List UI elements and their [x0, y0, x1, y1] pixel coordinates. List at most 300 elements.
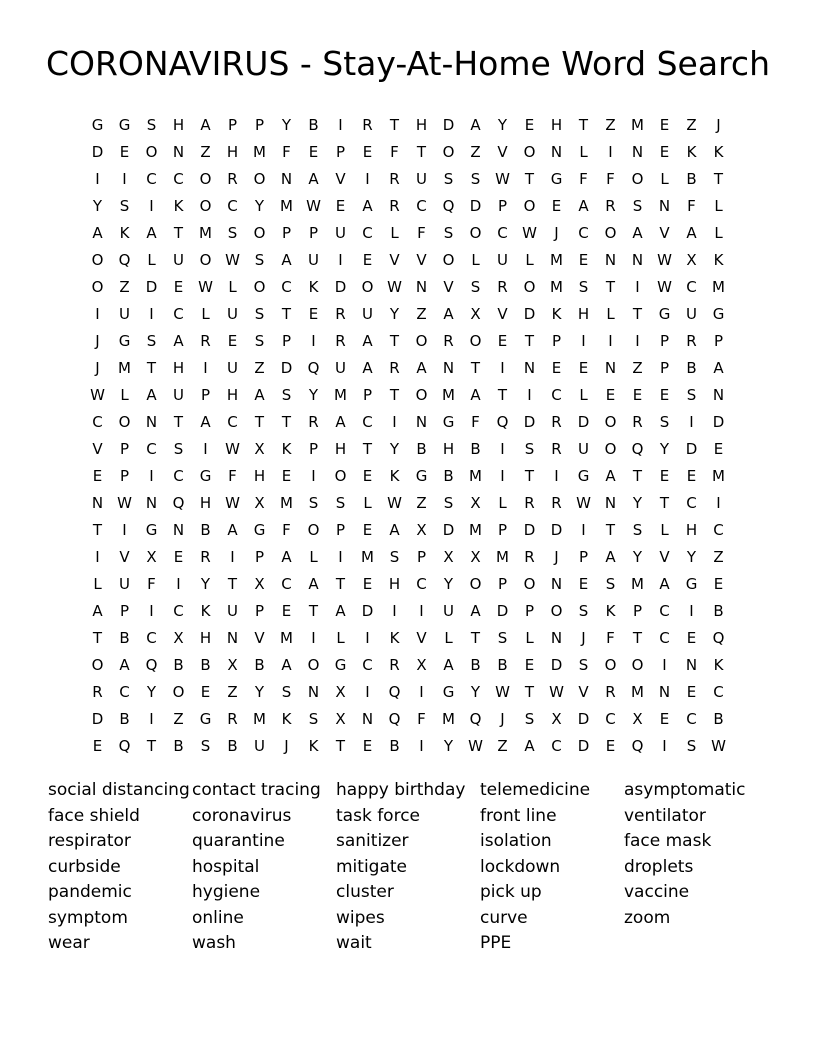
grid-letter[interactable]: M: [118, 359, 131, 377]
grid-letter[interactable]: D: [91, 143, 104, 161]
grid-letter[interactable]: N: [280, 170, 293, 188]
grid-letter[interactable]: I: [500, 467, 505, 485]
grid-letter[interactable]: S: [632, 521, 643, 539]
grid-letter[interactable]: D: [685, 440, 698, 458]
grid-letter[interactable]: Z: [470, 143, 481, 161]
grid-letter[interactable]: C: [659, 602, 670, 620]
grid-letter[interactable]: L: [336, 629, 345, 647]
grid-letter[interactable]: L: [525, 251, 534, 269]
grid-letter[interactable]: T: [335, 737, 346, 755]
grid-letter[interactable]: D: [280, 359, 293, 377]
grid-letter[interactable]: P: [200, 386, 211, 404]
grid-letter[interactable]: Y: [281, 116, 292, 134]
grid-letter[interactable]: O: [604, 656, 617, 674]
grid-letter[interactable]: X: [146, 548, 157, 566]
grid-letter[interactable]: T: [659, 494, 670, 512]
grid-letter[interactable]: A: [92, 224, 103, 242]
grid-letter[interactable]: I: [338, 116, 343, 134]
grid-letter[interactable]: K: [200, 602, 211, 620]
grid-letter[interactable]: T: [146, 359, 157, 377]
grid-letter[interactable]: L: [498, 494, 507, 512]
grid-letter[interactable]: A: [362, 197, 373, 215]
grid-letter[interactable]: I: [95, 305, 100, 323]
grid-letter[interactable]: D: [91, 710, 104, 728]
grid-letter[interactable]: B: [443, 467, 454, 485]
grid-letter[interactable]: E: [281, 467, 292, 485]
grid-letter[interactable]: H: [685, 521, 698, 539]
grid-letter[interactable]: I: [365, 683, 370, 701]
grid-letter[interactable]: N: [550, 629, 563, 647]
grid-letter[interactable]: N: [145, 494, 158, 512]
grid-letter[interactable]: O: [307, 656, 320, 674]
grid-letter[interactable]: I: [392, 413, 397, 431]
grid-letter[interactable]: B: [200, 656, 211, 674]
grid-letter[interactable]: Q: [388, 710, 401, 728]
grid-letter[interactable]: Y: [659, 440, 670, 458]
grid-letter[interactable]: R: [227, 170, 238, 188]
grid-letter[interactable]: C: [686, 278, 697, 296]
grid-letter[interactable]: J: [716, 116, 721, 134]
grid-letter[interactable]: A: [227, 521, 238, 539]
grid-letter[interactable]: V: [92, 440, 103, 458]
grid-letter[interactable]: S: [497, 629, 508, 647]
grid-letter[interactable]: S: [578, 602, 589, 620]
grid-letter[interactable]: H: [226, 386, 239, 404]
grid-letter[interactable]: S: [578, 656, 589, 674]
grid-letter[interactable]: I: [500, 359, 505, 377]
grid-letter[interactable]: G: [577, 467, 590, 485]
grid-letter[interactable]: U: [254, 737, 265, 755]
grid-letter[interactable]: Y: [443, 737, 454, 755]
grid-letter[interactable]: V: [335, 170, 346, 188]
grid-letter[interactable]: I: [149, 602, 154, 620]
grid-letter[interactable]: Q: [631, 440, 644, 458]
grid-letter[interactable]: K: [713, 251, 724, 269]
grid-letter[interactable]: C: [659, 629, 670, 647]
grid-letter[interactable]: C: [605, 710, 616, 728]
grid-letter[interactable]: E: [578, 575, 589, 593]
grid-letter[interactable]: U: [308, 251, 319, 269]
grid-letter[interactable]: I: [716, 494, 721, 512]
grid-letter[interactable]: J: [554, 548, 559, 566]
grid-letter[interactable]: Y: [686, 548, 697, 566]
grid-letter[interactable]: B: [470, 440, 481, 458]
grid-letter[interactable]: K: [173, 197, 184, 215]
grid-letter[interactable]: S: [686, 737, 697, 755]
grid-letter[interactable]: B: [713, 710, 724, 728]
grid-letter[interactable]: S: [281, 386, 292, 404]
grid-letter[interactable]: E: [119, 143, 130, 161]
grid-letter[interactable]: Z: [200, 143, 211, 161]
grid-letter[interactable]: D: [577, 413, 590, 431]
grid-letter[interactable]: D: [145, 278, 158, 296]
grid-letter[interactable]: M: [334, 386, 347, 404]
grid-letter[interactable]: T: [362, 440, 373, 458]
grid-letter[interactable]: Q: [388, 683, 401, 701]
grid-letter[interactable]: I: [554, 467, 559, 485]
grid-letter[interactable]: I: [230, 548, 235, 566]
grid-letter[interactable]: M: [631, 575, 644, 593]
grid-letter[interactable]: E: [659, 143, 670, 161]
grid-letter[interactable]: W: [387, 278, 402, 296]
grid-letter[interactable]: O: [631, 656, 644, 674]
grid-letter[interactable]: E: [362, 575, 373, 593]
grid-letter[interactable]: C: [362, 413, 373, 431]
grid-letter[interactable]: R: [335, 332, 346, 350]
grid-letter[interactable]: H: [172, 359, 185, 377]
grid-letter[interactable]: B: [119, 710, 130, 728]
grid-letter[interactable]: T: [605, 521, 616, 539]
grid-letter[interactable]: B: [713, 602, 724, 620]
grid-letter[interactable]: F: [282, 143, 291, 161]
grid-letter[interactable]: H: [388, 575, 401, 593]
grid-letter[interactable]: C: [362, 656, 373, 674]
grid-letter[interactable]: A: [308, 170, 319, 188]
grid-letter[interactable]: S: [254, 251, 265, 269]
grid-letter[interactable]: C: [416, 197, 427, 215]
grid-letter[interactable]: P: [632, 602, 643, 620]
grid-letter[interactable]: A: [146, 386, 157, 404]
grid-letter[interactable]: C: [281, 575, 292, 593]
grid-letter[interactable]: E: [659, 386, 670, 404]
grid-letter[interactable]: U: [227, 359, 238, 377]
grid-letter[interactable]: Y: [632, 548, 643, 566]
grid-letter[interactable]: Y: [470, 683, 481, 701]
grid-letter[interactable]: I: [365, 629, 370, 647]
grid-letter[interactable]: Z: [227, 683, 238, 701]
grid-letter[interactable]: G: [415, 467, 428, 485]
grid-letter[interactable]: R: [524, 548, 535, 566]
grid-letter[interactable]: E: [659, 710, 670, 728]
grid-letter[interactable]: S: [146, 332, 157, 350]
grid-letter[interactable]: P: [524, 602, 535, 620]
grid-letter[interactable]: N: [658, 197, 671, 215]
grid-letter[interactable]: X: [470, 494, 481, 512]
grid-letter[interactable]: B: [686, 359, 697, 377]
grid-letter[interactable]: J: [284, 737, 289, 755]
grid-letter[interactable]: Y: [308, 386, 319, 404]
grid-letter[interactable]: N: [604, 494, 617, 512]
grid-letter[interactable]: M: [631, 683, 644, 701]
grid-letter[interactable]: C: [713, 683, 724, 701]
grid-letter[interactable]: T: [173, 413, 184, 431]
grid-letter[interactable]: R: [497, 278, 508, 296]
grid-letter[interactable]: H: [199, 629, 212, 647]
grid-letter[interactable]: D: [496, 602, 509, 620]
grid-letter[interactable]: T: [632, 629, 643, 647]
grid-letter[interactable]: N: [685, 656, 698, 674]
grid-letter[interactable]: S: [578, 278, 589, 296]
grid-letter[interactable]: L: [201, 305, 210, 323]
grid-letter[interactable]: O: [604, 224, 617, 242]
grid-letter[interactable]: S: [281, 683, 292, 701]
grid-letter[interactable]: R: [605, 683, 616, 701]
grid-letter[interactable]: E: [335, 197, 346, 215]
grid-letter[interactable]: P: [119, 602, 130, 620]
grid-letter[interactable]: P: [578, 548, 589, 566]
grid-letter[interactable]: I: [419, 602, 424, 620]
grid-letter[interactable]: N: [631, 251, 644, 269]
grid-letter[interactable]: G: [712, 305, 725, 323]
grid-letter[interactable]: C: [227, 197, 238, 215]
grid-letter[interactable]: Y: [443, 575, 454, 593]
grid-letter[interactable]: X: [443, 548, 454, 566]
grid-letter[interactable]: E: [308, 143, 319, 161]
grid-letter[interactable]: W: [468, 737, 483, 755]
grid-letter[interactable]: E: [362, 737, 373, 755]
grid-letter[interactable]: S: [173, 440, 184, 458]
grid-letter[interactable]: E: [578, 359, 589, 377]
grid-letter[interactable]: D: [712, 413, 725, 431]
grid-letter[interactable]: O: [253, 278, 266, 296]
grid-letter[interactable]: B: [227, 737, 238, 755]
grid-letter[interactable]: W: [387, 494, 402, 512]
grid-letter[interactable]: M: [469, 467, 482, 485]
grid-letter[interactable]: U: [578, 440, 589, 458]
grid-letter[interactable]: Q: [145, 656, 158, 674]
grid-letter[interactable]: A: [686, 224, 697, 242]
grid-letter[interactable]: O: [199, 251, 212, 269]
grid-letter[interactable]: A: [281, 251, 292, 269]
grid-letter[interactable]: N: [631, 143, 644, 161]
grid-letter[interactable]: T: [632, 467, 643, 485]
grid-letter[interactable]: O: [523, 575, 536, 593]
grid-letter[interactable]: M: [712, 278, 725, 296]
grid-letter[interactable]: P: [362, 386, 373, 404]
grid-letter[interactable]: Y: [389, 305, 400, 323]
grid-letter[interactable]: I: [203, 359, 208, 377]
grid-letter[interactable]: X: [173, 629, 184, 647]
grid-letter[interactable]: O: [253, 224, 266, 242]
grid-letter[interactable]: L: [579, 386, 588, 404]
grid-letter[interactable]: R: [389, 197, 400, 215]
grid-letter[interactable]: T: [389, 116, 400, 134]
grid-letter[interactable]: I: [311, 629, 316, 647]
grid-letter[interactable]: U: [227, 305, 238, 323]
grid-letter[interactable]: T: [605, 278, 616, 296]
grid-letter[interactable]: P: [119, 467, 130, 485]
grid-letter[interactable]: S: [146, 116, 157, 134]
grid-letter[interactable]: Y: [632, 494, 643, 512]
grid-letter[interactable]: E: [686, 629, 697, 647]
grid-letter[interactable]: M: [496, 548, 509, 566]
grid-letter[interactable]: S: [470, 278, 481, 296]
grid-letter[interactable]: R: [389, 359, 400, 377]
grid-letter[interactable]: G: [145, 521, 158, 539]
grid-letter[interactable]: C: [281, 278, 292, 296]
grid-letter[interactable]: J: [95, 332, 100, 350]
grid-letter[interactable]: U: [335, 224, 346, 242]
grid-letter[interactable]: X: [254, 575, 265, 593]
grid-letter[interactable]: S: [524, 710, 535, 728]
grid-letter[interactable]: T: [92, 521, 103, 539]
grid-letter[interactable]: K: [551, 305, 562, 323]
grid-letter[interactable]: S: [470, 170, 481, 188]
grid-letter[interactable]: C: [146, 440, 157, 458]
grid-letter[interactable]: F: [228, 467, 237, 485]
grid-letter[interactable]: W: [225, 251, 240, 269]
grid-letter[interactable]: I: [176, 575, 181, 593]
grid-letter[interactable]: A: [416, 359, 427, 377]
grid-letter[interactable]: O: [253, 170, 266, 188]
grid-letter[interactable]: K: [605, 602, 616, 620]
grid-letter[interactable]: L: [309, 548, 318, 566]
grid-letter[interactable]: S: [443, 494, 454, 512]
grid-letter[interactable]: N: [442, 359, 455, 377]
grid-letter[interactable]: F: [147, 575, 156, 593]
grid-letter[interactable]: E: [92, 467, 103, 485]
grid-letter[interactable]: T: [497, 386, 508, 404]
grid-letter[interactable]: T: [470, 359, 481, 377]
grid-letter[interactable]: B: [200, 521, 211, 539]
grid-letter[interactable]: F: [579, 170, 588, 188]
grid-letter[interactable]: T: [335, 575, 346, 593]
grid-letter[interactable]: E: [362, 251, 373, 269]
grid-letter[interactable]: E: [524, 656, 535, 674]
grid-letter[interactable]: E: [227, 332, 238, 350]
grid-letter[interactable]: N: [172, 521, 185, 539]
grid-letter[interactable]: G: [685, 575, 698, 593]
grid-letter[interactable]: E: [551, 359, 562, 377]
grid-letter[interactable]: N: [604, 251, 617, 269]
grid-letter[interactable]: V: [119, 548, 130, 566]
grid-letter[interactable]: S: [659, 413, 670, 431]
grid-letter[interactable]: N: [172, 143, 185, 161]
grid-letter[interactable]: O: [631, 170, 644, 188]
grid-letter[interactable]: U: [119, 575, 130, 593]
grid-letter[interactable]: R: [551, 413, 562, 431]
grid-letter[interactable]: E: [686, 467, 697, 485]
grid-letter[interactable]: K: [713, 656, 724, 674]
grid-letter[interactable]: J: [95, 359, 100, 377]
grid-letter[interactable]: J: [500, 710, 505, 728]
grid-letter[interactable]: T: [524, 332, 535, 350]
grid-letter[interactable]: S: [524, 440, 535, 458]
grid-letter[interactable]: L: [147, 251, 156, 269]
grid-letter[interactable]: Q: [118, 737, 131, 755]
grid-letter[interactable]: D: [523, 413, 536, 431]
grid-letter[interactable]: O: [415, 386, 428, 404]
grid-letter[interactable]: W: [117, 494, 132, 512]
grid-letter[interactable]: C: [686, 494, 697, 512]
grid-letter[interactable]: Q: [442, 197, 455, 215]
grid-letter[interactable]: M: [280, 629, 293, 647]
grid-letter[interactable]: C: [173, 467, 184, 485]
grid-letter[interactable]: S: [632, 197, 643, 215]
grid-letter[interactable]: L: [714, 197, 723, 215]
grid-letter[interactable]: G: [550, 170, 563, 188]
grid-letter[interactable]: L: [471, 251, 480, 269]
grid-letter[interactable]: T: [254, 413, 265, 431]
grid-letter[interactable]: V: [254, 629, 265, 647]
grid-letter[interactable]: W: [198, 278, 213, 296]
grid-letter[interactable]: K: [308, 278, 319, 296]
grid-letter[interactable]: I: [608, 143, 613, 161]
grid-letter[interactable]: R: [686, 332, 697, 350]
grid-letter[interactable]: H: [442, 440, 455, 458]
grid-letter[interactable]: R: [308, 413, 319, 431]
grid-letter[interactable]: L: [660, 170, 669, 188]
grid-letter[interactable]: F: [282, 521, 291, 539]
grid-letter[interactable]: O: [604, 440, 617, 458]
grid-letter[interactable]: F: [687, 197, 696, 215]
grid-letter[interactable]: X: [416, 521, 427, 539]
grid-letter[interactable]: C: [578, 224, 589, 242]
grid-letter[interactable]: O: [91, 278, 104, 296]
grid-letter[interactable]: I: [122, 170, 127, 188]
grid-letter[interactable]: C: [551, 737, 562, 755]
grid-letter[interactable]: G: [118, 116, 131, 134]
grid-letter[interactable]: E: [578, 251, 589, 269]
grid-letter[interactable]: I: [122, 521, 127, 539]
grid-letter[interactable]: P: [308, 224, 319, 242]
grid-letter[interactable]: G: [253, 521, 266, 539]
grid-letter[interactable]: P: [281, 332, 292, 350]
grid-letter[interactable]: W: [522, 224, 537, 242]
grid-letter[interactable]: P: [335, 521, 346, 539]
grid-letter[interactable]: Q: [712, 629, 725, 647]
grid-letter[interactable]: M: [253, 143, 266, 161]
grid-letter[interactable]: D: [523, 521, 536, 539]
grid-letter[interactable]: B: [470, 656, 481, 674]
grid-letter[interactable]: C: [119, 683, 130, 701]
grid-letter[interactable]: E: [605, 386, 616, 404]
grid-letter[interactable]: V: [659, 548, 670, 566]
grid-letter[interactable]: D: [442, 116, 455, 134]
grid-letter[interactable]: C: [146, 629, 157, 647]
grid-letter[interactable]: N: [550, 143, 563, 161]
grid-letter[interactable]: X: [632, 710, 643, 728]
grid-letter[interactable]: E: [713, 575, 724, 593]
grid-letter[interactable]: E: [524, 116, 535, 134]
grid-letter[interactable]: T: [281, 413, 292, 431]
grid-letter[interactable]: S: [200, 737, 211, 755]
grid-letter[interactable]: A: [443, 305, 454, 323]
grid-letter[interactable]: O: [550, 602, 563, 620]
grid-letter[interactable]: R: [335, 305, 346, 323]
grid-letter[interactable]: E: [362, 521, 373, 539]
grid-letter[interactable]: H: [253, 467, 266, 485]
grid-letter[interactable]: Z: [632, 359, 643, 377]
grid-letter[interactable]: T: [227, 575, 238, 593]
grid-letter[interactable]: I: [95, 548, 100, 566]
grid-letter[interactable]: I: [365, 170, 370, 188]
grid-letter[interactable]: L: [606, 305, 615, 323]
grid-letter[interactable]: T: [389, 386, 400, 404]
grid-letter[interactable]: I: [635, 332, 640, 350]
grid-letter[interactable]: I: [581, 332, 586, 350]
grid-letter[interactable]: E: [200, 683, 211, 701]
grid-letter[interactable]: S: [443, 170, 454, 188]
grid-letter[interactable]: O: [91, 656, 104, 674]
grid-letter[interactable]: I: [392, 602, 397, 620]
grid-letter[interactable]: N: [523, 359, 536, 377]
grid-letter[interactable]: S: [389, 548, 400, 566]
grid-letter[interactable]: A: [713, 359, 724, 377]
grid-letter[interactable]: D: [577, 710, 590, 728]
grid-letter[interactable]: Q: [172, 494, 185, 512]
grid-letter[interactable]: T: [524, 467, 535, 485]
grid-letter[interactable]: W: [225, 494, 240, 512]
grid-letter[interactable]: D: [469, 197, 482, 215]
grid-letter[interactable]: X: [686, 251, 697, 269]
grid-letter[interactable]: H: [199, 494, 212, 512]
grid-letter[interactable]: N: [91, 494, 104, 512]
grid-letter[interactable]: Z: [497, 737, 508, 755]
grid-letter[interactable]: N: [361, 710, 374, 728]
grid-letter[interactable]: P: [119, 440, 130, 458]
grid-letter[interactable]: Y: [389, 440, 400, 458]
